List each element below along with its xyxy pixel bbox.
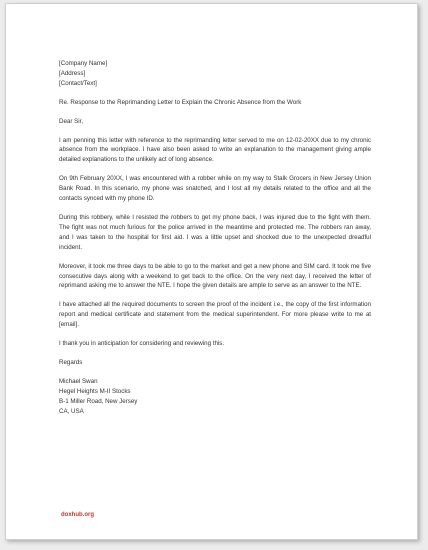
sender-block (59, 59, 371, 89)
signature-address: B-1 Miller Road, New Jersey (59, 397, 138, 405)
paragraph-5: I have attached all the required documents to screen the proof of the incident i.e., the copy of the first information report and medical certificate and statement from the medical superintendent. For more please write to me at [email]. (59, 301, 371, 329)
footer-site-link[interactable]: doxhub.org (61, 512, 94, 518)
closing: Regards (59, 358, 83, 366)
paragraph-3: During this robbery, while I resisted the robbers to get my phone back, I was injured due to the fight with them. The fight was not much furious for the police arrived in the meantime and protected me. The robbers ran away, and I was taken to the hospital for first aid. I was a little upset and shocked due to the unexpected dreadful incident. (59, 213, 371, 251)
letter-subject: Re. Response to the Reprimanding Letter to Explain the Chronic Absence from the Work (59, 98, 302, 106)
signature-name: Michael Swan (59, 377, 98, 385)
paragraph-4: Moreover, it took me three days to be able to go to the market and get a new phone and SIM card. It took me five consecutive days along with a weekend to get back to the office. On the very next day, I received the letter of reprimand asking me to answer the NTE. I hope the given details are ample to serve as an answer to the NTE. (59, 262, 371, 290)
paragraph-6: I thank you in anticipation for considering and reviewing this. (59, 340, 225, 348)
signature-company: Hegel Heights M-II Stocks (59, 387, 131, 395)
paragraph-1: I am penning this letter with reference to the reprimanding letter served to me on 12-02-20XX due to my chronic absence from the workplace. I have also been asked to write an explanation to the management giving ample detailed explanations to the unlikely act of long absence. (59, 136, 371, 164)
signature-location: CA, USA (59, 407, 84, 415)
salutation: Dear Sir, (59, 117, 84, 125)
letter-body (59, 59, 371, 425)
sender-company: [Company Name] (59, 60, 108, 67)
sender-address: [Address] (59, 69, 86, 77)
signature-block (59, 377, 371, 417)
letter-page (5, 3, 418, 540)
sender-contact: [Contact/Text] (59, 79, 97, 87)
paragraph-2: On 9th February 20XX, I was encountered with a robber while on my way to Stalk Grocers in New Jersey Union Bank Road. In this scenario, my phone was snatched, and I lost all my details related to the office and all the contacts synced with my phone ID. (59, 175, 371, 203)
